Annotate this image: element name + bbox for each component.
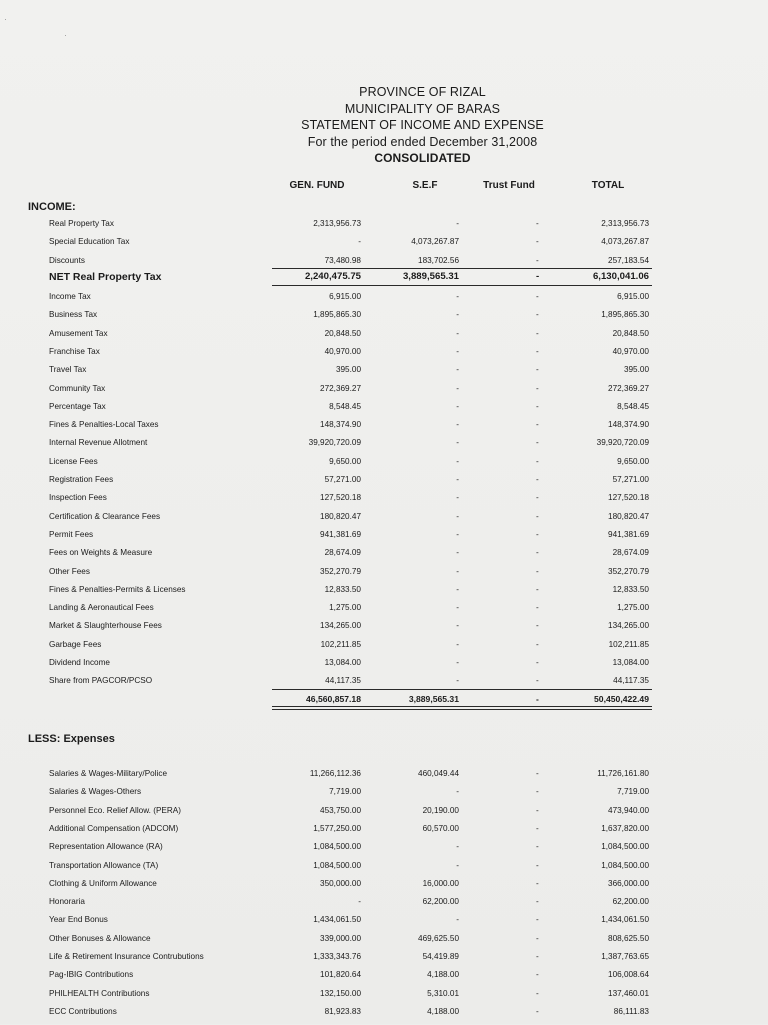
row-label: Community Tax bbox=[49, 383, 106, 393]
gen-fund-cell: 57,271.00 bbox=[324, 475, 361, 484]
sef-cell: - bbox=[456, 328, 459, 338]
total-cell: 148,374.90 bbox=[608, 420, 649, 430]
gen-fund-cell: 1,895,865.30 bbox=[313, 310, 361, 320]
row-label: Inspection Fees bbox=[49, 493, 107, 503]
sef-cell: 469,625.50 bbox=[418, 933, 459, 943]
table-row bbox=[0, 402, 768, 420]
trust-fund-cell: - bbox=[536, 805, 539, 815]
sef-cell: - bbox=[456, 292, 459, 301]
gen-fund-cell: 339,000.00 bbox=[320, 933, 361, 943]
sef-cell: - bbox=[456, 603, 459, 613]
trust-fund-cell: - bbox=[536, 566, 539, 576]
column-header-total: TOTAL bbox=[591, 180, 625, 191]
row-label: Special Education Tax bbox=[49, 237, 130, 247]
sef-cell: - bbox=[456, 401, 459, 411]
trust-fund-cell: - bbox=[536, 292, 539, 301]
total-cell: 352,270.79 bbox=[608, 566, 649, 576]
trust-fund-cell: - bbox=[536, 970, 539, 980]
sef-cell: 16,000.00 bbox=[422, 878, 459, 888]
row-label: Clothing & Uniform Allowance bbox=[49, 878, 157, 888]
trust-fund-cell: - bbox=[536, 787, 539, 797]
gen-fund-cell: 148,374.90 bbox=[320, 420, 361, 430]
sef-cell: - bbox=[456, 860, 459, 870]
table-row bbox=[0, 292, 768, 310]
total-rule-double-2 bbox=[272, 709, 652, 710]
trust-fund-cell: - bbox=[536, 383, 539, 393]
row-label: NET Real Property Tax bbox=[49, 271, 162, 283]
gen-fund-cell: 132,150.00 bbox=[320, 988, 361, 998]
table-row bbox=[0, 438, 768, 456]
row-label: Pag-IBIG Contributions bbox=[49, 970, 134, 980]
trust-fund-cell: - bbox=[536, 493, 539, 503]
gen-fund-cell: 395.00 bbox=[335, 365, 361, 375]
row-label: Year End Bonus bbox=[49, 915, 108, 925]
trust-fund-cell: - bbox=[536, 897, 539, 907]
scan-speck: · bbox=[64, 30, 67, 40]
table-row bbox=[0, 970, 768, 988]
trust-fund-cell: - bbox=[536, 769, 539, 778]
trust-fund-cell: - bbox=[536, 401, 539, 411]
table-row bbox=[0, 585, 768, 603]
total-cell: 86,111.83 bbox=[613, 1006, 649, 1016]
sef-cell: - bbox=[456, 787, 459, 797]
row-label: Personnel Eco. Relief Allow. (PERA) bbox=[49, 805, 181, 815]
sef-cell: 60,570.00 bbox=[422, 823, 459, 833]
gen-fund-cell: 453,750.00 bbox=[320, 805, 361, 815]
table-row bbox=[0, 530, 768, 548]
total-rule-double-1 bbox=[272, 706, 652, 707]
subtotal-rule-bottom bbox=[272, 285, 652, 286]
row-label: Honoraria bbox=[49, 897, 85, 907]
sef-cell: - bbox=[456, 493, 459, 503]
row-label: Permit Fees bbox=[49, 529, 94, 539]
sef-cell: - bbox=[456, 346, 459, 356]
total-cell: 20,848.50 bbox=[612, 328, 649, 338]
gen-fund-cell: 1,084,500.00 bbox=[313, 860, 361, 870]
row-label: Market & Slaughterhouse Fees bbox=[49, 621, 162, 631]
sef-cell: 460,049.44 bbox=[418, 769, 459, 778]
gen-fund-cell: 28,674.09 bbox=[324, 548, 361, 558]
row-label: Other Fees bbox=[49, 566, 90, 576]
income-total-gen-fund: 46,560,857.18 bbox=[306, 694, 361, 704]
row-label: Discounts bbox=[49, 255, 85, 265]
gen-fund-cell: 39,920,720.09 bbox=[308, 438, 361, 448]
statement-header bbox=[250, 84, 595, 167]
income-total-sef: 3,889,565.31 bbox=[408, 694, 459, 704]
row-label: Representation Allowance (RA) bbox=[49, 842, 163, 852]
gen-fund-cell: 73,480.98 bbox=[324, 255, 361, 265]
table-row bbox=[0, 787, 768, 805]
total-cell: 7,719.00 bbox=[617, 787, 649, 797]
total-cell: 1,275.00 bbox=[617, 603, 649, 613]
trust-fund-cell: - bbox=[536, 475, 539, 484]
total-cell: 39,920,720.09 bbox=[596, 438, 649, 448]
trust-fund-cell: - bbox=[536, 860, 539, 870]
total-cell: 257,183.54 bbox=[608, 255, 649, 265]
sef-cell: 4,188.00 bbox=[427, 970, 459, 980]
gen-fund-cell: 941,381.69 bbox=[320, 529, 361, 539]
total-cell: 4,073,267.87 bbox=[601, 237, 649, 247]
total-cell: 62,200.00 bbox=[612, 897, 649, 907]
gen-fund-cell: 12,833.50 bbox=[324, 584, 361, 594]
total-cell: 106,008.64 bbox=[608, 970, 649, 980]
sef-cell: - bbox=[456, 383, 459, 393]
income-total-trust-fund: - bbox=[536, 694, 539, 704]
trust-fund-cell: - bbox=[536, 438, 539, 448]
table-row bbox=[0, 806, 768, 824]
row-label: Fines & Penalties-Permits & Licenses bbox=[49, 584, 186, 594]
table-row bbox=[0, 475, 768, 493]
gen-fund-cell: 101,820.64 bbox=[320, 970, 361, 980]
trust-fund-cell: - bbox=[536, 952, 539, 961]
trust-fund-cell: - bbox=[536, 933, 539, 943]
row-label: Travel Tax bbox=[49, 365, 87, 375]
table-row bbox=[0, 347, 768, 365]
trust-fund-cell: - bbox=[536, 658, 539, 667]
trust-fund-cell: - bbox=[536, 237, 539, 247]
trust-fund-cell: - bbox=[536, 584, 539, 594]
sef-cell: 20,190.00 bbox=[422, 805, 459, 815]
table-row bbox=[0, 842, 768, 860]
trust-fund-cell: - bbox=[536, 511, 539, 521]
municipality-title: MUNICIPALITY OF BARAS bbox=[344, 101, 501, 116]
table-row bbox=[0, 457, 768, 475]
sef-cell: 3,889,565.31 bbox=[402, 271, 459, 282]
total-cell: 395.00 bbox=[623, 365, 649, 375]
trust-fund-cell: - bbox=[536, 255, 539, 265]
sef-cell: - bbox=[456, 842, 459, 852]
sef-cell: 183,702.56 bbox=[418, 255, 459, 265]
sef-cell: - bbox=[456, 584, 459, 594]
trust-fund-cell: - bbox=[536, 639, 539, 649]
total-cell: 28,674.09 bbox=[612, 548, 649, 558]
row-label: Income Tax bbox=[49, 292, 91, 301]
trust-fund-cell: - bbox=[536, 878, 539, 888]
gen-fund-cell: 352,270.79 bbox=[320, 566, 361, 576]
total-cell: 137,460.01 bbox=[608, 988, 649, 998]
row-label: Real Property Tax bbox=[49, 219, 114, 228]
total-cell: 2,313,956.73 bbox=[601, 219, 649, 228]
trust-fund-cell: - bbox=[536, 621, 539, 631]
gen-fund-cell: 134,265.00 bbox=[320, 621, 361, 631]
total-cell: 1,637,820.00 bbox=[601, 823, 649, 833]
gen-fund-cell: 20,848.50 bbox=[324, 328, 361, 338]
gen-fund-cell: 1,333,343.76 bbox=[313, 952, 361, 961]
gen-fund-cell: 180,820.47 bbox=[320, 511, 361, 521]
sef-cell: - bbox=[456, 639, 459, 649]
row-label: Garbage Fees bbox=[49, 639, 102, 649]
total-cell: 44,117.35 bbox=[613, 676, 649, 686]
total-cell: 941,381.69 bbox=[608, 529, 649, 539]
row-label: Transportation Allowance (TA) bbox=[49, 860, 159, 870]
total-cell: 808,625.50 bbox=[608, 933, 649, 943]
total-cell: 11,726,161.80 bbox=[597, 769, 649, 778]
province-title: PROVINCE OF RIZAL bbox=[359, 85, 486, 99]
total-rule-top bbox=[272, 689, 652, 690]
gen-fund-cell: 6,915.00 bbox=[329, 292, 361, 301]
sef-cell: 54,419.89 bbox=[422, 952, 459, 961]
trust-fund-cell: - bbox=[536, 823, 539, 833]
table-row bbox=[0, 879, 768, 897]
period-title: For the period ended December 31,2008 bbox=[307, 134, 538, 149]
sef-cell: 4,188.00 bbox=[427, 1006, 459, 1016]
scan-speck: · bbox=[4, 14, 7, 24]
total-cell: 9,650.00 bbox=[617, 456, 649, 466]
row-label: Percentage Tax bbox=[49, 401, 106, 411]
table-row bbox=[0, 512, 768, 530]
gen-fund-cell: 40,970.00 bbox=[324, 346, 361, 356]
gen-fund-cell: 11,266,112.36 bbox=[309, 769, 361, 778]
gen-fund-cell: 2,240,475.75 bbox=[304, 271, 361, 282]
table-row bbox=[0, 603, 768, 621]
sef-cell: - bbox=[456, 511, 459, 521]
subtotal-rule-top bbox=[272, 268, 652, 269]
total-cell: 102,211.85 bbox=[608, 639, 649, 649]
sef-cell: 5,310.01 bbox=[427, 988, 459, 998]
total-cell: 1,084,500.00 bbox=[601, 860, 649, 870]
trust-fund-cell: - bbox=[536, 915, 539, 925]
table-row bbox=[0, 640, 768, 658]
trust-fund-cell: - bbox=[536, 420, 539, 430]
trust-fund-cell: - bbox=[536, 346, 539, 356]
gen-fund-cell: 272,369.27 bbox=[320, 383, 361, 393]
total-cell: 40,970.00 bbox=[612, 346, 649, 356]
gen-fund-cell: 81,923.83 bbox=[324, 1006, 361, 1016]
sef-cell: - bbox=[456, 566, 459, 576]
sef-cell: - bbox=[456, 621, 459, 631]
gen-fund-cell: 7,719.00 bbox=[329, 787, 361, 797]
table-row bbox=[0, 493, 768, 511]
table-row bbox=[0, 365, 768, 383]
row-label: Other Bonuses & Allowance bbox=[49, 933, 151, 943]
table-row bbox=[0, 219, 768, 237]
gen-fund-cell: - bbox=[358, 237, 361, 247]
total-cell: 6,915.00 bbox=[617, 292, 649, 301]
row-label: Certification & Clearance Fees bbox=[49, 511, 161, 521]
table-row bbox=[0, 676, 768, 694]
gen-fund-cell: 1,084,500.00 bbox=[313, 842, 361, 852]
table-row bbox=[0, 329, 768, 347]
income-total-total: 50,450,422.49 bbox=[594, 694, 649, 704]
total-cell: 134,265.00 bbox=[608, 621, 649, 631]
gen-fund-cell: 1,434,061.50 bbox=[313, 915, 361, 925]
total-cell: 13,084.00 bbox=[612, 658, 649, 667]
sef-cell: - bbox=[456, 420, 459, 430]
table-row bbox=[0, 897, 768, 915]
sef-cell: - bbox=[456, 475, 459, 484]
table-row bbox=[0, 310, 768, 328]
gen-fund-cell: 1,275.00 bbox=[329, 603, 361, 613]
table-row bbox=[0, 934, 768, 952]
gen-fund-cell: - bbox=[358, 897, 361, 907]
total-cell: 272,369.27 bbox=[608, 383, 649, 393]
total-cell: 6,130,041.06 bbox=[592, 271, 649, 282]
table-row bbox=[0, 658, 768, 676]
sef-cell: - bbox=[456, 529, 459, 539]
sef-cell: - bbox=[456, 456, 459, 466]
gen-fund-cell: 350,000.00 bbox=[320, 878, 361, 888]
net-real-property-tax-row bbox=[0, 271, 768, 289]
total-cell: 57,271.00 bbox=[612, 475, 649, 484]
trust-fund-cell: - bbox=[536, 310, 539, 320]
sef-cell: 4,073,267.87 bbox=[411, 237, 459, 247]
total-cell: 1,434,061.50 bbox=[601, 915, 649, 925]
gen-fund-cell: 8,548.45 bbox=[329, 401, 361, 411]
statement-title: STATEMENT OF INCOME AND EXPENSE bbox=[301, 118, 544, 132]
column-header-gen-fund: GEN. FUND bbox=[289, 180, 345, 191]
sef-cell: - bbox=[456, 548, 459, 558]
trust-fund-cell: - bbox=[536, 676, 539, 686]
row-label: Franchise Tax bbox=[49, 346, 100, 356]
row-label: Amusement Tax bbox=[49, 328, 108, 338]
row-label: Life & Retirement Insurance Contrubutions bbox=[49, 952, 204, 961]
trust-fund-cell: - bbox=[536, 603, 539, 613]
gen-fund-cell: 1,577,250.00 bbox=[313, 823, 361, 833]
gen-fund-cell: 13,084.00 bbox=[324, 658, 361, 667]
row-label: Share from PAGCOR/PCSO bbox=[49, 676, 153, 686]
total-cell: 473,940.00 bbox=[608, 805, 649, 815]
sef-cell: - bbox=[456, 365, 459, 375]
row-label: Fees on Weights & Measure bbox=[49, 548, 153, 558]
trust-fund-cell: - bbox=[536, 456, 539, 466]
row-label: Dividend Income bbox=[49, 658, 110, 667]
table-row bbox=[0, 548, 768, 566]
row-label: ECC Contributions bbox=[49, 1006, 117, 1016]
column-header-trust-fund: Trust Fund bbox=[483, 180, 535, 191]
sef-cell: - bbox=[456, 310, 459, 320]
total-cell: 1,895,865.30 bbox=[601, 310, 649, 320]
sef-cell: - bbox=[456, 915, 459, 925]
trust-fund-cell: - bbox=[536, 219, 539, 228]
row-label: Fines & Penalties-Local Taxes bbox=[49, 420, 159, 430]
sef-cell: - bbox=[456, 438, 459, 448]
total-cell: 366,000.00 bbox=[608, 878, 649, 888]
table-row bbox=[0, 989, 768, 1007]
row-label: Salaries & Wages-Military/Police bbox=[49, 769, 167, 778]
row-label: Business Tax bbox=[49, 310, 98, 320]
row-label: Internal Revenue Allotment bbox=[49, 438, 148, 448]
trust-fund-cell: - bbox=[536, 328, 539, 338]
table-row bbox=[0, 567, 768, 585]
table-row bbox=[0, 384, 768, 402]
table-row bbox=[0, 621, 768, 639]
column-header-sef: S.E.F bbox=[412, 180, 438, 191]
gen-fund-cell: 44,117.35 bbox=[325, 676, 361, 686]
total-cell: 1,387,763.65 bbox=[601, 952, 649, 961]
row-label: Registration Fees bbox=[49, 475, 114, 484]
total-cell: 180,820.47 bbox=[608, 511, 649, 521]
sef-cell: - bbox=[456, 658, 459, 667]
row-label: License Fees bbox=[49, 456, 98, 466]
total-cell: 127,520.18 bbox=[608, 493, 649, 503]
table-row bbox=[0, 237, 768, 255]
trust-fund-cell: - bbox=[536, 988, 539, 998]
row-label: PHILHEALTH Contributions bbox=[49, 988, 150, 998]
sef-cell: - bbox=[456, 219, 459, 228]
trust-fund-cell: - bbox=[536, 529, 539, 539]
table-row bbox=[0, 952, 768, 970]
expenses-section-heading: LESS: Expenses bbox=[28, 733, 115, 745]
table-row bbox=[0, 915, 768, 933]
table-row bbox=[0, 824, 768, 842]
consolidated-title: CONSOLIDATED bbox=[374, 151, 471, 165]
table-row bbox=[0, 769, 768, 787]
trust-fund-cell: - bbox=[536, 1006, 539, 1016]
income-section-heading: INCOME: bbox=[28, 201, 76, 213]
sef-cell: - bbox=[456, 676, 459, 686]
table-row bbox=[0, 420, 768, 438]
table-row bbox=[0, 861, 768, 879]
trust-fund-cell: - bbox=[536, 271, 540, 282]
trust-fund-cell: - bbox=[536, 842, 539, 852]
gen-fund-cell: 9,650.00 bbox=[329, 456, 361, 466]
trust-fund-cell: - bbox=[536, 365, 539, 375]
total-cell: 1,084,500.00 bbox=[601, 842, 649, 852]
trust-fund-cell: - bbox=[536, 548, 539, 558]
row-label: Landing & Aeronautical Fees bbox=[49, 603, 154, 613]
gen-fund-cell: 102,211.85 bbox=[320, 639, 361, 649]
sef-cell: 62,200.00 bbox=[422, 897, 459, 907]
row-label: Additional Compensation (ADCOM) bbox=[49, 823, 179, 833]
total-cell: 8,548.45 bbox=[617, 401, 649, 411]
total-cell: 12,833.50 bbox=[612, 584, 649, 594]
gen-fund-cell: 2,313,956.73 bbox=[313, 219, 361, 228]
table-row bbox=[0, 1007, 768, 1025]
row-label: Salaries & Wages-Others bbox=[49, 787, 142, 797]
gen-fund-cell: 127,520.18 bbox=[320, 493, 361, 503]
